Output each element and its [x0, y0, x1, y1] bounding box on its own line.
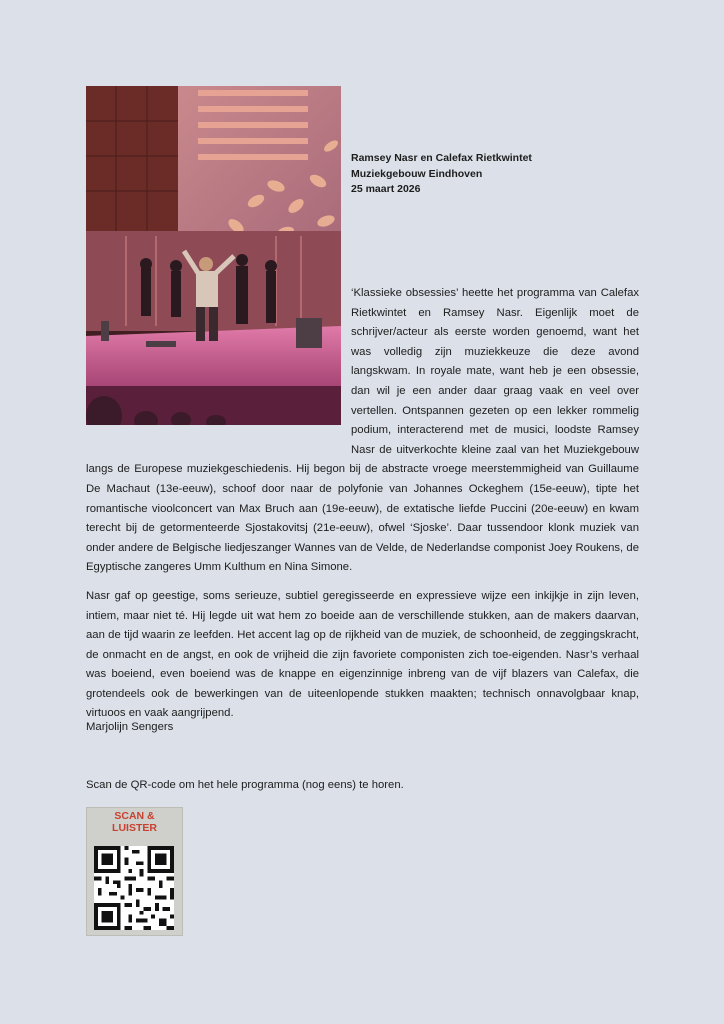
qr-label-line-2: LUISTER: [112, 822, 157, 834]
scan-instruction: Scan de QR-code om het hele programma (nog eens) te horen.: [86, 779, 404, 791]
concert-header: [351, 151, 651, 198]
review-article: [86, 284, 639, 733]
qr-label-line-1: SCAN &: [114, 810, 155, 822]
review-paragraph-1: ‘Klassieke obsessies’ heette het programma van Calefax Rietkwintet en Ramsey Nasr. Eigenlijk moet de schrijver/acteur als eerste worden genoemd, want het was volledig zijn muziekkeuze die deze avond langskwam. In royale mate, want heb je een obsessie, dan wil je een ander daar graag vaak en veel over vertellen. Ontspannen gezeten op een lekker rommelig podium, interacterend met de musici, loodste Ramsey Nasr de uitverkochte kleine zaal van het Muziekgebouw langs de Europese muziekgeschiedenis. Hij begon bij de abstracte vroege meerstemmigheid van Guillaume De Machaut (13e-eeuw), schoof door naar de polyfonie van Johannes Ockeghem (15e-eeuw), tipte het romantische vioolconcert van Max Bruch aan (19e-eeuw), de extatische liefde Puccini (20e-eeuw) en kwam terecht bij de getormenteerde Sjostakovitsj (21e-eeuw), ofwel ‘Sjoske’. Daar tussendoor klonk muziek van onder andere de Belgische liedjeszanger Wannes van de Velde, de Nederlandse componist Joey Roukens, de Egyptische zangeres Umm Kulthum en Nina Simone.: [86, 287, 639, 574]
qr-label: [86, 810, 183, 834]
qr-code[interactable]: [94, 846, 174, 930]
concert-date: 25 maart 2026: [351, 183, 421, 195]
concert-venue: Muziekgebouw Eindhoven: [351, 167, 483, 180]
review-paragraph-2: Nasr gaf op geestige, soms serieuze, subtiel geregisseerde en expressieve wijze een inkijkje in zijn leven, intiem, maar niet té. Hij legde uit wat hem zo boeide aan de verschillende stukken, aan de makers daarvan, aan de tijd waarin ze leefden. Het accent lag op de rijkheid van de muziek, de schoonheid, de zeggingskracht, de onmacht en de angst, en ook de vrijheid die zijn favoriete componisten zich toe-eigenden. Nasr’s verhaal was boeiend, even boeiend was de knappe en eigenzinnige inbreng van de vijf blazers van Calefax, die grotendeels ook de bewerkingen van de uiteenlopende stukken maakten; technisch onnavolgbaar knap, virtuoos en vaak aangrijpend.: [86, 589, 639, 720]
qr-card: [86, 807, 183, 936]
author-name: Marjolijn Sengers: [86, 721, 174, 733]
concert-title: Ramsey Nasr en Calefax Rietkwintet: [351, 152, 532, 164]
